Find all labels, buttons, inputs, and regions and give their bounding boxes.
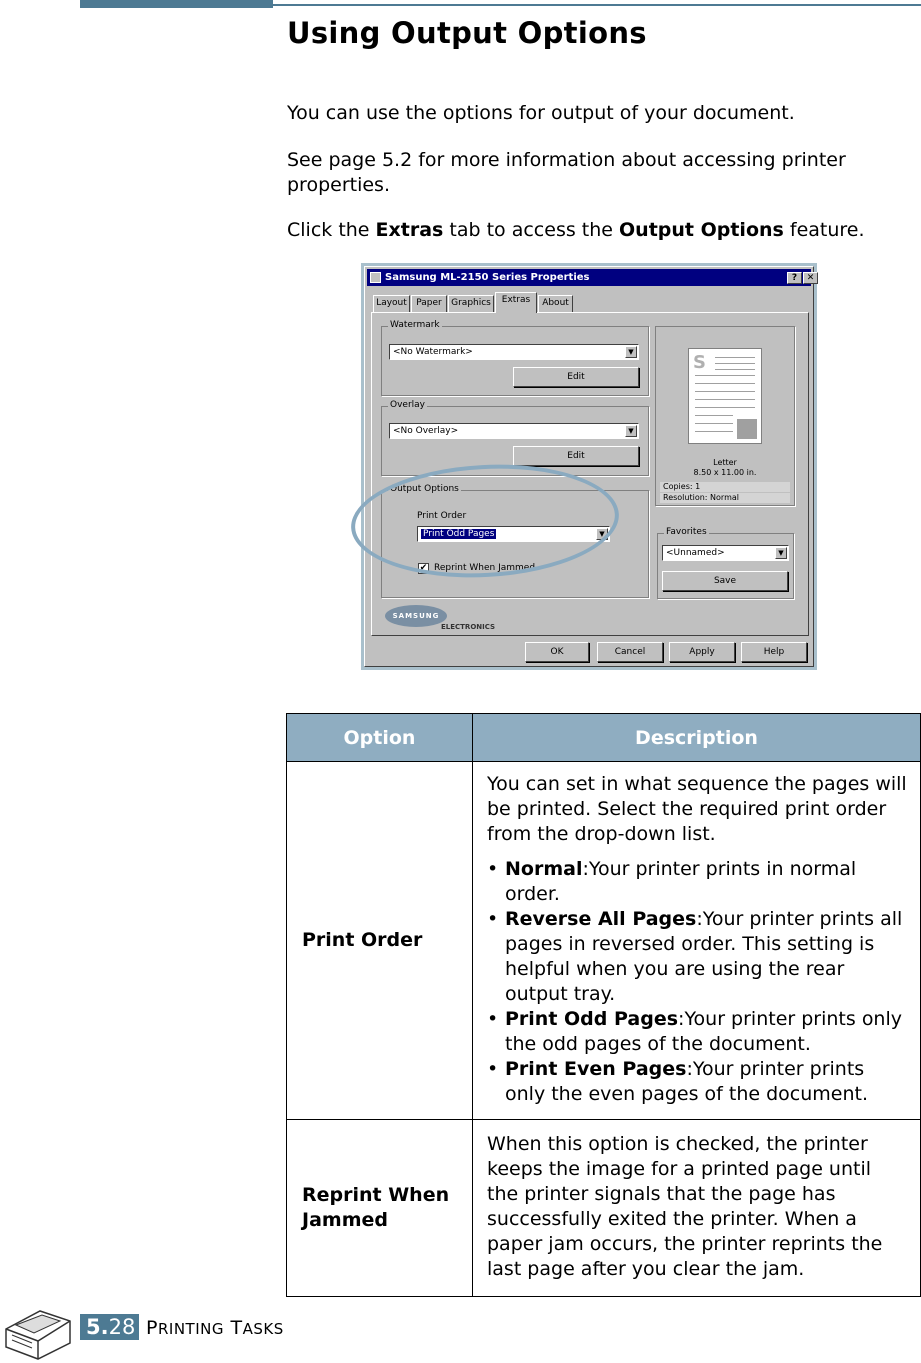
table-header-row [287, 714, 921, 762]
tab-graphics[interactable]: Graphics [448, 295, 494, 312]
watermark-group-label: Watermark [390, 320, 440, 330]
properties-dialog [364, 266, 814, 667]
samsung-logo: SAMSUNG [385, 605, 447, 627]
printer-app-icon [370, 272, 381, 283]
title-help-button[interactable]: ? [787, 272, 802, 284]
list-item: • Normal:Your printer prints in normal order. [487, 858, 857, 905]
overlay-select[interactable]: <No Overlay> ▼ [389, 423, 639, 439]
watermark-edit-button[interactable]: Edit [513, 367, 639, 387]
cancel-button[interactable]: Cancel [597, 642, 663, 662]
chevron-down-icon: ▼ [596, 528, 608, 540]
intro-paragraph-1: You can use the options for output of your document. [287, 102, 795, 124]
list-item: • Reverse All Pages:Your printer prints all pages in reversed order. This setting is helpful when you are using the rear output tray. [487, 908, 903, 1005]
chevron-down-icon: ▼ [775, 547, 787, 559]
intro-paragraph-2: See page 5.2 for more information about accessing printer properties. [287, 149, 846, 196]
preview-copies: Copies: 1 [660, 482, 790, 492]
tab-extras[interactable]: Extras [495, 292, 537, 313]
overlay-edit-button[interactable]: Edit [513, 446, 639, 466]
print-order-select[interactable]: Print Odd Pages ▼ [417, 526, 610, 542]
tab-about[interactable]: About [538, 295, 573, 312]
samsung-electronics-label: ELECTRONICS [441, 623, 496, 631]
favorites-select[interactable]: <Unnamed> ▼ [662, 545, 789, 561]
overlay-group-label: Overlay [390, 400, 425, 410]
properties-dialog-screenshot [361, 263, 817, 670]
table-row [287, 1120, 921, 1297]
preview-image-box [737, 419, 757, 439]
apply-button[interactable]: Apply [669, 642, 735, 662]
print-order-label: Print Order [417, 511, 467, 521]
option-name: Print Order [287, 762, 473, 1120]
page-title: Using Output Options [287, 16, 647, 50]
chapter-title: PRINTING TASKS [146, 1317, 284, 1339]
paper-preview [688, 348, 762, 444]
chevron-down-icon: ▼ [625, 425, 637, 437]
page-preview [655, 326, 795, 506]
preview-resolution: Resolution: Normal [660, 493, 790, 503]
table-row [287, 762, 921, 1120]
favorites-save-button[interactable]: Save [662, 571, 788, 591]
preview-paper-size: 8.50 x 11.00 in. [693, 468, 757, 477]
help-button[interactable]: Help [741, 642, 807, 662]
tab-paper[interactable]: Paper [411, 295, 447, 312]
option-description: You can set in what sequence the pages will be printed. Select the required print order from the drop-down list. • Normal:Your printer prints in normal order. • Reverse All Pages:Your printer prints all pages in reversed order. This setting is helpful when you are using the rear output tray. • Print Odd Pages:Your printer prints only the odd pages of the document. • Print Even Pages:Your printer prints only the even pages of the document. [473, 762, 921, 1120]
list-item: • Print Odd Pages:Your printer prints only the odd pages of the document. [487, 1008, 903, 1055]
watermark-select[interactable]: <No Watermark> ▼ [389, 344, 639, 360]
option-description: When this option is checked, the printer keeps the image for a printed page until the printer signals that the page has successfully exited the printer. When a paper jam occurs, the printer reprints the last page after you clear the jam. [473, 1120, 921, 1297]
header-accent-bar [80, 0, 273, 8]
header-rule [273, 4, 921, 6]
preview-letter: S [693, 352, 706, 373]
list-item: • Print Even Pages:Your printer prints only the even pages of the document. [487, 1058, 869, 1105]
tab-layout[interactable]: Layout [373, 295, 410, 312]
intro-paragraph-3: Click the Extras tab to access the Output Options feature. [287, 219, 865, 241]
title-close-button[interactable]: ✕ [803, 272, 818, 284]
options-table [286, 713, 921, 1297]
output-options-term: Output Options [619, 219, 784, 241]
option-column-header: Option [287, 714, 473, 762]
extras-term: Extras [375, 219, 444, 241]
preview-paper-name: Letter [713, 458, 737, 467]
description-column-header: Description [473, 714, 921, 762]
dialog-title-bar [367, 269, 815, 286]
chevron-down-icon: ▼ [625, 346, 637, 358]
printer-icon [0, 1291, 80, 1363]
output-options-group-label: Output Options [390, 484, 459, 494]
dialog-title: Samsung ML-2150 Series Properties [385, 272, 590, 283]
ok-button[interactable]: OK [525, 642, 589, 662]
page-number-badge: 5.28 [80, 1314, 139, 1340]
reprint-when-jammed-label: Reprint When Jammed [434, 563, 536, 573]
option-name: Reprint When Jammed [287, 1120, 473, 1297]
favorites-group-label: Favorites [666, 527, 707, 537]
reprint-when-jammed-checkbox[interactable]: ✔ [419, 563, 428, 573]
